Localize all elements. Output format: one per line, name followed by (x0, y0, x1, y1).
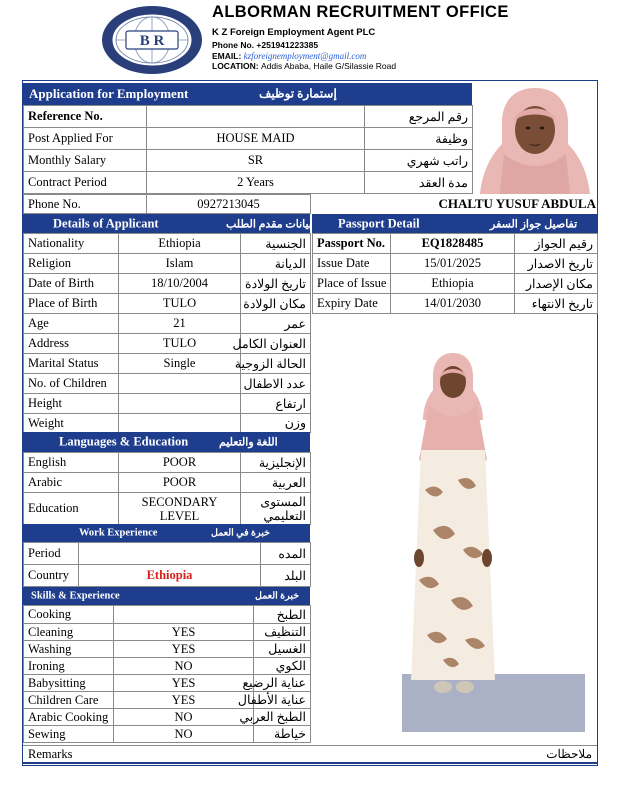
phone-line (212, 40, 318, 50)
skill-label: Ironing (24, 658, 114, 675)
table-row (24, 414, 311, 433)
issue-date-value: 15/01/2025 (391, 254, 515, 274)
table-row (24, 675, 311, 692)
table-row (313, 274, 598, 294)
table-row (24, 473, 311, 493)
contract-label: Contract Period (24, 172, 147, 194)
company-logo (100, 4, 204, 76)
applicant-portrait-photo (474, 82, 596, 194)
pob-label: Place of Birth (24, 294, 119, 314)
skill-label-ar: الغسيل (254, 641, 311, 658)
salary-value: SR (147, 150, 365, 172)
passport-title: Passport Detail (338, 216, 420, 230)
table-row (24, 726, 311, 743)
english-value: POOR (119, 453, 241, 473)
passport-no-label-ar: رقيم الجواز (515, 234, 598, 254)
table-row (24, 172, 473, 194)
table-row (24, 354, 311, 374)
education-value-line1: SECONDARY (141, 494, 218, 509)
skill-label: Cleaning (24, 624, 114, 641)
table-row (313, 254, 598, 274)
phone-value-cell: 0927213045 (147, 195, 311, 214)
education-value (119, 493, 241, 525)
issue-date-label: Issue Date (313, 254, 391, 274)
reference-label: Reference No. (24, 106, 147, 128)
skill-label-ar: عناية الرضيع (254, 675, 311, 692)
reference-value (147, 106, 365, 128)
languages-title-ar: اللغة والتعليم (219, 436, 278, 449)
phone-value: +251941223385 (256, 40, 319, 50)
expiry-label-ar: تاريخ الانتهاء (515, 294, 598, 314)
religion-label: Religion (24, 254, 119, 274)
education-ar-line2: التعليمي (263, 508, 306, 523)
marital-label-ar: الحالة الزوجية (241, 354, 311, 374)
logo-letters: B R (139, 33, 165, 49)
details-table (23, 233, 311, 433)
table-row (24, 565, 311, 587)
address-label: Address (24, 334, 119, 354)
address-value: TULO (119, 334, 241, 354)
agency-name: ALBORMAN RECRUITMENT OFFICE (212, 3, 509, 21)
period-value (79, 543, 261, 565)
skill-label-ar: الكوي (254, 658, 311, 675)
table-row (24, 374, 311, 394)
country-value: Ethiopia (79, 565, 261, 587)
table-row (24, 128, 473, 150)
weight-label-ar: وزن (241, 414, 311, 433)
passport-table (312, 233, 598, 314)
skills-table (23, 605, 311, 743)
skills-title: Skills & Experience (31, 590, 120, 602)
dob-value: 18/10/2004 (119, 274, 241, 294)
table-row (24, 294, 311, 314)
country-label: Country (24, 565, 79, 587)
arabic-value: POOR (119, 473, 241, 493)
phone-label-cell: Phone No. (24, 195, 147, 214)
remarks-row (23, 745, 597, 764)
age-value: 21 (119, 314, 241, 334)
arabic-label-ar: العربية (241, 473, 311, 493)
skill-label: Cooking (24, 606, 114, 624)
table-row (24, 606, 311, 624)
table-row (24, 234, 311, 254)
marital-label: Marital Status (24, 354, 119, 374)
skill-value: NO (114, 726, 254, 743)
religion-label-ar: الديانة (241, 254, 311, 274)
dob-label-ar: تاريخ الولادة (241, 274, 311, 294)
skill-value: YES (114, 692, 254, 709)
english-label: English (24, 453, 119, 473)
children-label: No. of Children (24, 374, 119, 394)
contract-label-ar: مدة العقد (365, 172, 473, 194)
issue-place-label-ar: مكان الإصدار (515, 274, 598, 294)
table-row (24, 493, 311, 525)
table-row (24, 453, 311, 473)
height-value (119, 394, 241, 414)
phone-table (23, 194, 311, 214)
passport-no-value: EQ1828485 (391, 234, 515, 254)
skill-label: Arabic Cooking (24, 709, 114, 726)
passport-header (312, 214, 597, 233)
table-row (313, 294, 598, 314)
email-link[interactable]: kzforeignemployment@gmail.com (243, 51, 367, 61)
skill-value: YES (114, 641, 254, 658)
salary-label-ar: راتب شهري (365, 150, 473, 172)
country-label-ar: البلد (261, 565, 311, 587)
skills-header (23, 587, 310, 605)
height-label-ar: ارتفاع (241, 394, 311, 414)
skill-value: NO (114, 658, 254, 675)
languages-title: Languages & Education (59, 434, 189, 449)
remarks-label-ar: ملاحظات (546, 747, 592, 761)
skill-value (114, 606, 254, 624)
applicant-full-body-photo (403, 350, 503, 735)
table-row (24, 624, 311, 641)
passport-title-ar: تفاصيل جواز السفر (490, 218, 578, 230)
post-label: Post Applied For (24, 128, 147, 150)
skill-value: NO (114, 709, 254, 726)
skill-label-ar: عناية الأطفال (254, 692, 311, 709)
children-label-ar: عدد الاطفال (241, 374, 311, 394)
education-value-line2: LEVEL (159, 508, 200, 523)
salary-label: Monthly Salary (24, 150, 147, 172)
location-value: Addis Ababa, Haile G/Silassie Road (260, 61, 397, 71)
email-line (212, 51, 366, 61)
table-row (24, 334, 311, 354)
phone-label: Phone No. (212, 40, 255, 50)
applicant-name: CHALTU YUSUF ABDULA (438, 196, 596, 211)
skill-label: Children Care (24, 692, 114, 709)
table-row (24, 394, 311, 414)
skill-label-ar: الطبخ (254, 606, 311, 624)
application-title-ar: إستمارة توظيف (259, 86, 337, 101)
skill-label-ar: خياطة (254, 726, 311, 743)
table-row (24, 709, 311, 726)
pob-label-ar: مكان الولادة (241, 294, 311, 314)
languages-header (23, 432, 310, 452)
table-row (24, 692, 311, 709)
table-row (24, 641, 311, 658)
education-ar-line1: المستوى (260, 494, 306, 509)
age-label-ar: عمر (241, 314, 311, 334)
location-label: LOCATION: (212, 61, 259, 71)
expiry-label: Expiry Date (313, 294, 391, 314)
location-line (212, 61, 396, 71)
nationality-label-ar: الجنسية (241, 234, 311, 254)
skills-title-ar: خبرة العمل (255, 591, 300, 602)
skill-value: YES (114, 675, 254, 692)
work-title: Work Experience (79, 527, 158, 539)
expiry-value: 14/01/2030 (391, 294, 515, 314)
table-row (313, 234, 598, 254)
languages-table (23, 452, 311, 525)
weight-label: Weight (24, 414, 119, 433)
weight-value (119, 414, 241, 433)
issue-date-label-ar: تاريخ الاصدار (515, 254, 598, 274)
religion-value: Islam (119, 254, 241, 274)
work-header (23, 524, 310, 542)
address-label-ar: العنوان الكامل (241, 334, 311, 354)
table-row (24, 543, 311, 565)
table-row (24, 314, 311, 334)
skill-label: Washing (24, 641, 114, 658)
dob-label: Date of Birth (24, 274, 119, 294)
work-table (23, 542, 311, 587)
work-title-ar: خبرة في العمل (211, 528, 270, 539)
period-label-ar: المده (261, 543, 311, 565)
height-label: Height (24, 394, 119, 414)
issue-place-value: Ethiopia (391, 274, 515, 294)
application-title: Application for Employment (29, 86, 189, 101)
education-label: Education (24, 493, 119, 525)
skill-value: YES (114, 624, 254, 641)
education-label-ar (241, 493, 311, 525)
skill-label-ar: التنظيف (254, 624, 311, 641)
passport-no-label: Passport No. (313, 234, 391, 254)
arabic-label: Arabic (24, 473, 119, 493)
table-row (24, 150, 473, 172)
remarks-label: Remarks (28, 747, 73, 761)
post-label-ar: وظيفة (365, 128, 473, 150)
application-table (23, 105, 473, 194)
period-label: Period (24, 543, 79, 565)
english-label-ar: الإنجليزية (241, 453, 311, 473)
skill-label: Babysitting (24, 675, 114, 692)
agency-legal-name: K Z Foreign Employment Agent PLC (212, 27, 376, 38)
issue-place-label: Place of Issue (313, 274, 391, 294)
email-label: EMAIL: (212, 51, 242, 61)
application-header (23, 83, 472, 105)
reference-label-ar: رقم المرجع (365, 106, 473, 128)
table-row (24, 658, 311, 675)
pob-value: TULO (119, 294, 241, 314)
table-row (24, 274, 311, 294)
nationality-label: Nationality (24, 234, 119, 254)
nationality-value: Ethiopia (119, 234, 241, 254)
post-value: HOUSE MAID (147, 128, 365, 150)
details-header (23, 214, 310, 233)
age-label: Age (24, 314, 119, 334)
details-title: Details of Applicant (53, 216, 159, 230)
details-title-ar: بيانات مقدم الطلب (226, 218, 312, 230)
contract-value: 2 Years (147, 172, 365, 194)
table-row (24, 254, 311, 274)
skill-label-ar: الطبخ العربي (254, 709, 311, 726)
table-row (24, 106, 473, 128)
table-row (24, 195, 311, 214)
children-value (119, 374, 241, 394)
marital-value: Single (119, 354, 241, 374)
skill-label: Sewing (24, 726, 114, 743)
